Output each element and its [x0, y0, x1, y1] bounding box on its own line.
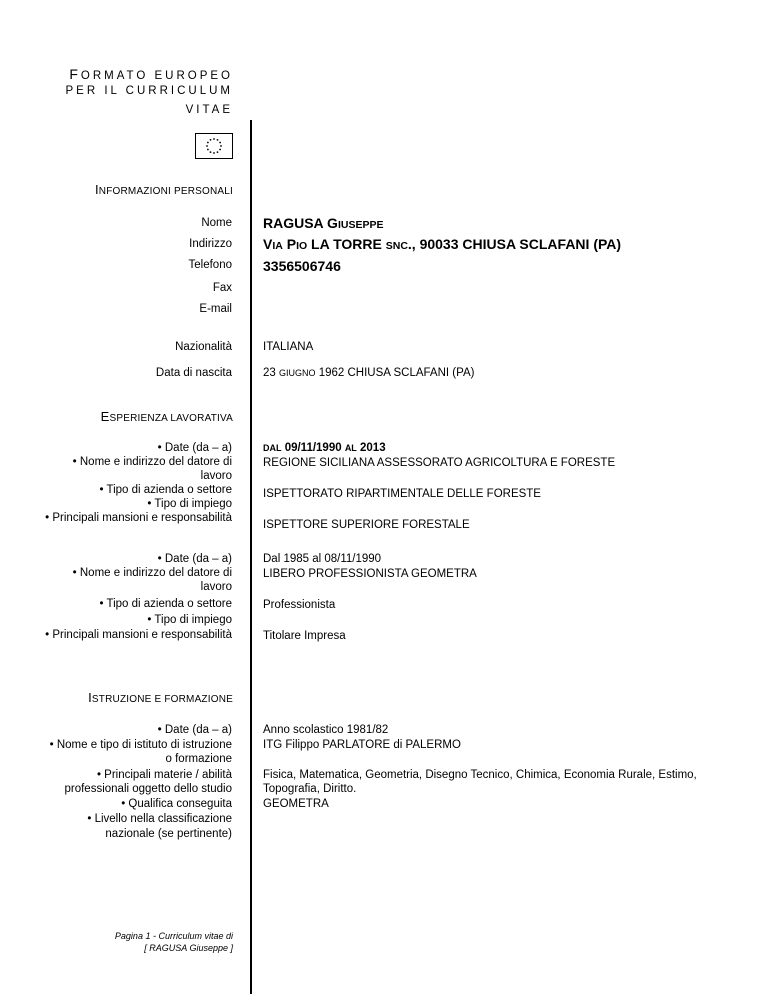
vertical-divider [250, 120, 252, 994]
job1-duties-value: ISPETTORE SUPERIORE FORESTALE [263, 519, 470, 531]
job2-sector-label: • Tipo di azienda o settore [99, 598, 232, 610]
job1-sector-value: ISPETTORATO RIPARTIMENTALE DELLE FORESTE [263, 488, 541, 500]
edu-qualification-value: GEOMETRA [263, 798, 329, 810]
job2-date-label: • Date (da – a) [157, 553, 232, 565]
job2-job-type-label: • Tipo di impiego [147, 614, 232, 626]
job2-date-value: Dal 1985 al 08/11/1990 [263, 553, 382, 565]
footer-line2: [ RAGUSA Giuseppe ] [144, 943, 233, 953]
job2-employer-value: LIBERO PROFESSIONISTA GEOMETRA [263, 568, 477, 580]
edu-institute-label: • Nome e tipo di istituto di istruzione [49, 739, 232, 751]
edu-institute-label-2: o formazione [165, 753, 232, 765]
fax-label: Fax [212, 282, 232, 294]
email-label: E-mail [199, 303, 232, 315]
indirizzo-label: Indirizzo [189, 238, 232, 250]
cv-format-title-line3: VITAE [185, 104, 233, 116]
section-work-experience: ESPERIENZA LAVORATIVA [100, 409, 233, 424]
nome-label: Nome [201, 217, 232, 229]
page-footer [115, 930, 233, 954]
edu-qualification-label: • Qualifica conseguita [121, 798, 232, 810]
edu-institute-value: ITG Filippo PARLATORE di PALERMO [263, 739, 461, 751]
job2-employer-label: • Nome e indirizzo del datore di [72, 567, 232, 579]
nazionalita-value: ITALIANA [263, 341, 314, 353]
job1-employer-label: • Nome e indirizzo del datore di [72, 456, 232, 468]
job1-employer-label-2: lavoro [200, 470, 232, 482]
edu-level-label-2: nazionale (se pertinente) [105, 828, 232, 840]
job2-employer-label-2: lavoro [200, 581, 232, 593]
job2-duties-label: • Principali mansioni e responsabilità [45, 629, 232, 641]
telefono-value: 3356506746 [263, 258, 341, 274]
job1-sector-label: • Tipo di azienda o settore [99, 484, 232, 496]
nazionalita-label: Nazionalità [175, 341, 232, 353]
edu-date-value: Anno scolastico 1981/82 [263, 724, 389, 736]
page-number: 1 [145, 931, 151, 941]
cv-format-title-line2: PER IL CURRICULUM [65, 85, 233, 97]
edu-subjects-label-2: professionali oggetto dello studio [64, 783, 232, 795]
job1-job-type-label: • Tipo di impiego [147, 498, 232, 510]
job2-duties-value: Titolare Impresa [263, 630, 346, 642]
cv-format-title-line1: FORMATO EUROPEO [69, 66, 233, 82]
indirizzo-value: VIA PIO LA TORRE SNC., 90033 CHIUSA SCLAFANI (PA) [263, 236, 622, 252]
nome-value: RAGUSA GIUSEPPE [263, 215, 384, 231]
edu-date-label: • Date (da – a) [157, 724, 232, 736]
edu-subjects-label: • Principali materie / abilità [96, 769, 232, 781]
job1-date-value: DAL 09/11/1990 AL 2013 [263, 442, 386, 454]
job1-date-label: • Date (da – a) [157, 442, 232, 454]
telefono-label: Telefono [188, 259, 232, 271]
job1-duties-label: • Principali mansioni e responsabilità [45, 512, 232, 524]
edu-subjects-value: Fisica, Matematica, Geometria, Disegno Tecnico, Chimica, Economia Rurale, Estimo, Topografia, Diritto. [263, 769, 697, 795]
eu-flag-icon [195, 133, 233, 159]
edu-level-label: • Livello nella classificazione [87, 813, 232, 825]
job1-employer-value: REGIONE SICILIANA ASSESSORATO AGRICOLTURA E FORESTE [263, 457, 616, 469]
job2-sector-value: Professionista [263, 599, 336, 611]
eu-stars-svg [196, 134, 232, 158]
section-personal-info: INFORMAZIONI PERSONALI [94, 182, 233, 197]
data-nascita-value: 23 GIUGNO 1962 CHIUSA SCLAFANI (PA) [263, 367, 475, 379]
section-education: ISTRUZIONE E FORMAZIONE [88, 690, 233, 705]
data-nascita-label: Data di nascita [155, 367, 232, 379]
footer-line1: Pagina 1 - Curriculum vitae di [114, 931, 233, 941]
